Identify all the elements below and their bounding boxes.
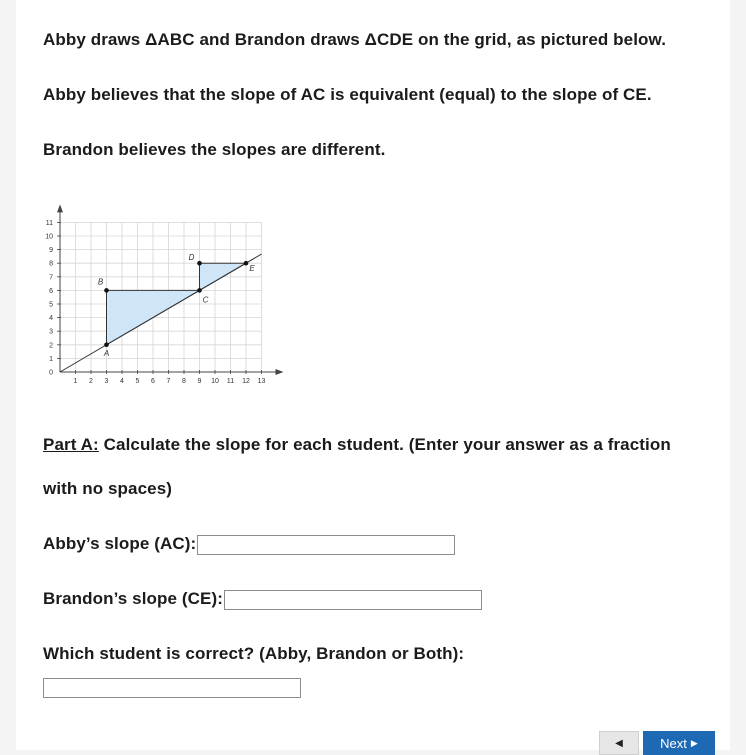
x-tick-label: 11: [226, 378, 235, 385]
abby-slope-label: Abby’s slope (AC):: [43, 534, 197, 553]
point-label-d: D: [188, 253, 195, 263]
y-tick-label: 3: [49, 328, 53, 336]
next-label: Next: [660, 735, 687, 751]
x-tick-label: 7: [166, 378, 171, 385]
x-tick-label: 6: [151, 378, 155, 385]
point-label-b: B: [97, 277, 104, 287]
x-axis-arrow: [276, 369, 284, 375]
part-a-text: Calculate the slope for each student. (Enter your answer as a fraction: [98, 435, 671, 454]
point-b: [104, 288, 109, 293]
point-c: [197, 288, 202, 293]
abby-slope-input[interactable]: [197, 535, 455, 555]
previous-icon: ◀: [615, 737, 623, 749]
y-tick-label: 4: [49, 315, 53, 323]
brandon-slope-input[interactable]: [224, 590, 482, 610]
y-tick-label: 0: [49, 369, 53, 377]
x-tick-label: 4: [120, 378, 124, 385]
prompt-line-1: Abby draws ΔABC and Brandon draws ΔCDE on the grid, as pictured below.: [43, 30, 667, 49]
point-a: [104, 343, 109, 348]
point-d: [197, 261, 202, 266]
brandon-slope-label: Brandon’s slope (CE):: [43, 589, 223, 608]
x-tick-label: 2: [89, 378, 93, 385]
y-tick-label: 8: [49, 260, 53, 268]
previous-button[interactable]: [599, 731, 639, 755]
y-axis-arrow: [57, 204, 63, 212]
next-icon: ▶: [690, 737, 698, 748]
y-tick-label: 10: [45, 233, 53, 241]
x-tick-label: 8: [182, 378, 186, 385]
point-label-e: E: [249, 264, 255, 274]
part-a-label: Part A:: [43, 435, 99, 454]
next-button[interactable]: [643, 731, 715, 755]
x-tick-label: 10: [211, 378, 219, 385]
x-tick-label: 12: [242, 378, 250, 385]
y-tick-label: 11: [45, 219, 53, 227]
which-student-input[interactable]: [43, 678, 301, 698]
prompt-line-2: Abby believes that the slope of AC is equivalent (equal) to the slope of CE.: [43, 85, 652, 104]
y-tick-label: 9: [49, 247, 53, 255]
x-tick-label: 1: [73, 378, 78, 385]
x-tick-label: 13: [257, 378, 266, 385]
part-a-line-2: with no spaces): [43, 479, 173, 498]
point-label-a: A: [103, 348, 110, 358]
coordinate-grid-chart: [38, 200, 288, 390]
x-tick-label: 3: [104, 378, 109, 385]
y-tick-label: 5: [49, 301, 53, 309]
point-e: [244, 261, 249, 266]
y-tick-label: 7: [49, 274, 53, 282]
x-tick-label: 5: [135, 378, 140, 385]
y-tick-label: 2: [49, 342, 53, 350]
y-tick-label: 6: [49, 287, 53, 295]
point-label-c: C: [202, 295, 209, 305]
x-tick-label: 9: [197, 378, 202, 385]
prompt-line-3: Brandon believes the slopes are different.: [43, 140, 386, 159]
which-student-label: Which student is correct? (Abby, Brandon or Both):: [43, 644, 465, 663]
part-a-line-1: [43, 435, 671, 455]
slope-line: [60, 254, 262, 372]
y-tick-label: 1: [49, 355, 53, 363]
